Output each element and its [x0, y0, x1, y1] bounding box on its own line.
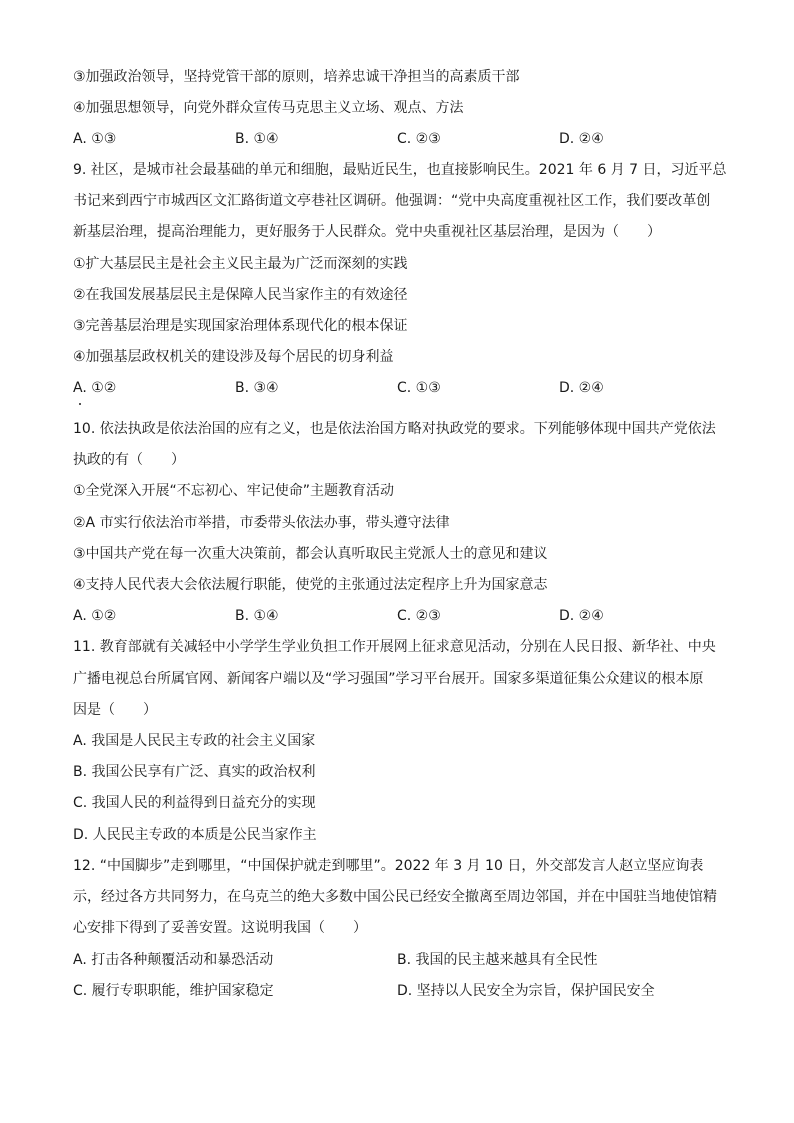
q11-option-a[interactable]: A. 我国是人民民主专政的社会主义国家 — [73, 733, 316, 749]
q9-options — [73, 378, 723, 398]
q8-item-4: ④加强思想领导，向党外群众宣传马克思主义立场、观点、方法 — [73, 100, 464, 116]
q9-option-a[interactable]: A. ①② — [73, 380, 117, 396]
q12-option-b[interactable]: B. 我国的民主越来越具有全民性 — [397, 952, 598, 968]
q8-options — [73, 129, 723, 149]
q9-item-4: ④加强基层政权机关的建设涉及每个居民的切身利益 — [73, 349, 394, 365]
q9-option-b[interactable]: B. ③④ — [235, 380, 279, 396]
q8-item-3: ③加强政治领导，坚持党管干部的原则，培养忠诚干净担当的高素质干部 — [73, 69, 520, 85]
q10-option-d[interactable]: D. ②④ — [559, 608, 604, 624]
q12-stem-line-2: 示，经过各方共同努力，在乌克兰的绝大多数中国公民已经安全撤离至周边邻国，并在中国驻当地使馆精 — [73, 889, 717, 905]
q10-item-4: ④支持人民代表大会依法履行职能，使党的主张通过法定程序上升为国家意志 — [73, 577, 548, 593]
q9-item-1: ①扩大基层民主是社会主义民主最为广泛而深刻的实践 — [73, 256, 408, 272]
q11-stem-line-1: 11. 教育部就有关减轻中小学学生学业负担工作开展网上征求意见活动，分别在人民日报、新华社、中央 — [73, 639, 716, 655]
q11-option-d[interactable]: D. 人民民主专政的本质是公民当家作主 — [73, 827, 317, 843]
q8-option-d[interactable]: D. ②④ — [559, 131, 604, 147]
q9-stem-line-1: 9. 社区，是城市社会最基础的单元和细胞，最贴近民生，也直接影响民生。2021 年 6 月 7 日，习近平总 — [73, 162, 727, 178]
q11-stem-line-2: 广播电视总台所属官网、新闻客户端以及“学习强国”学习平台展开。国家多渠道征集公众建议的根本原 — [73, 671, 704, 687]
q10-options — [73, 606, 723, 626]
q10-item-3: ③中国共产党在每一次重大决策前，都会认真听取民主党派人士的意见和建议 — [73, 546, 548, 562]
q11-option-b[interactable]: B. 我国公民享有广泛、真实的政治权利 — [73, 764, 316, 780]
q12-options-row-2 — [73, 981, 723, 1001]
q10-item-1: ①全党深入开展“不忘初心、牢记使命”主题教育活动 — [73, 483, 395, 499]
q10-option-a[interactable]: A. ①② — [73, 608, 117, 624]
q8-option-b[interactable]: B. ①④ — [235, 131, 279, 147]
q9-option-d[interactable]: D. ②④ — [559, 380, 604, 396]
q11-stem-line-3: 因是（ ） — [73, 702, 157, 718]
q10-stem-line-2: 执政的有（ ） — [73, 452, 185, 468]
q12-option-a[interactable]: A. 打击各种颠覆活动和暴恐活动 — [73, 952, 274, 968]
q10-option-c[interactable]: C. ②③ — [397, 608, 441, 624]
q9-item-3: ③完善基层治理是实现国家治理体系现代化的根本保证 — [73, 318, 408, 334]
q12-option-c[interactable]: C. 履行专职职能，维护国家稳定 — [73, 983, 274, 999]
q11-option-c[interactable]: C. 我国人民的利益得到日益充分的实现 — [73, 795, 316, 811]
q9-option-c[interactable]: C. ①③ — [397, 380, 441, 396]
q9-stem-line-2: 书记来到西宁市城西区文汇路街道文亭巷社区调研。他强调：“党中央高度重视社区工作，我们要改革创 — [73, 193, 711, 209]
q10-stem-line-1: 10. 依法执政是依法治国的应有之义，也是依法治国方略对执政党的要求。下列能够体现中国共产党依法 — [73, 421, 716, 437]
q10-option-b[interactable]: B. ①④ — [235, 608, 279, 624]
q8-option-a[interactable]: A. ①③ — [73, 131, 117, 147]
q12-options-row-1 — [73, 950, 723, 970]
q10-item-2: ②A 市实行依法治市举措，市委带头依法办事，带头遵守法律 — [73, 515, 450, 531]
stray-mark — [79, 403, 81, 405]
q8-option-c[interactable]: C. ②③ — [397, 131, 441, 147]
q12-stem-line-3: 心安排下得到了妥善安置。这说明我国（ ） — [73, 920, 367, 936]
q9-item-2: ②在我国发展基层民主是保障人民当家作主的有效途径 — [73, 287, 408, 303]
q9-stem-line-3: 新基层治理，提高治理能力，更好服务于人民群众。党中央重视社区基层治理，是因为（ ） — [73, 224, 661, 240]
q12-option-d[interactable]: D. 坚持以人民安全为宗旨，保护国民安全 — [397, 983, 655, 999]
q12-stem-line-1: 12. “中国脚步”走到哪里，“中国保护就走到哪里”。2022 年 3 月 10 日，外交部发言人赵立坚应询表 — [73, 858, 704, 874]
